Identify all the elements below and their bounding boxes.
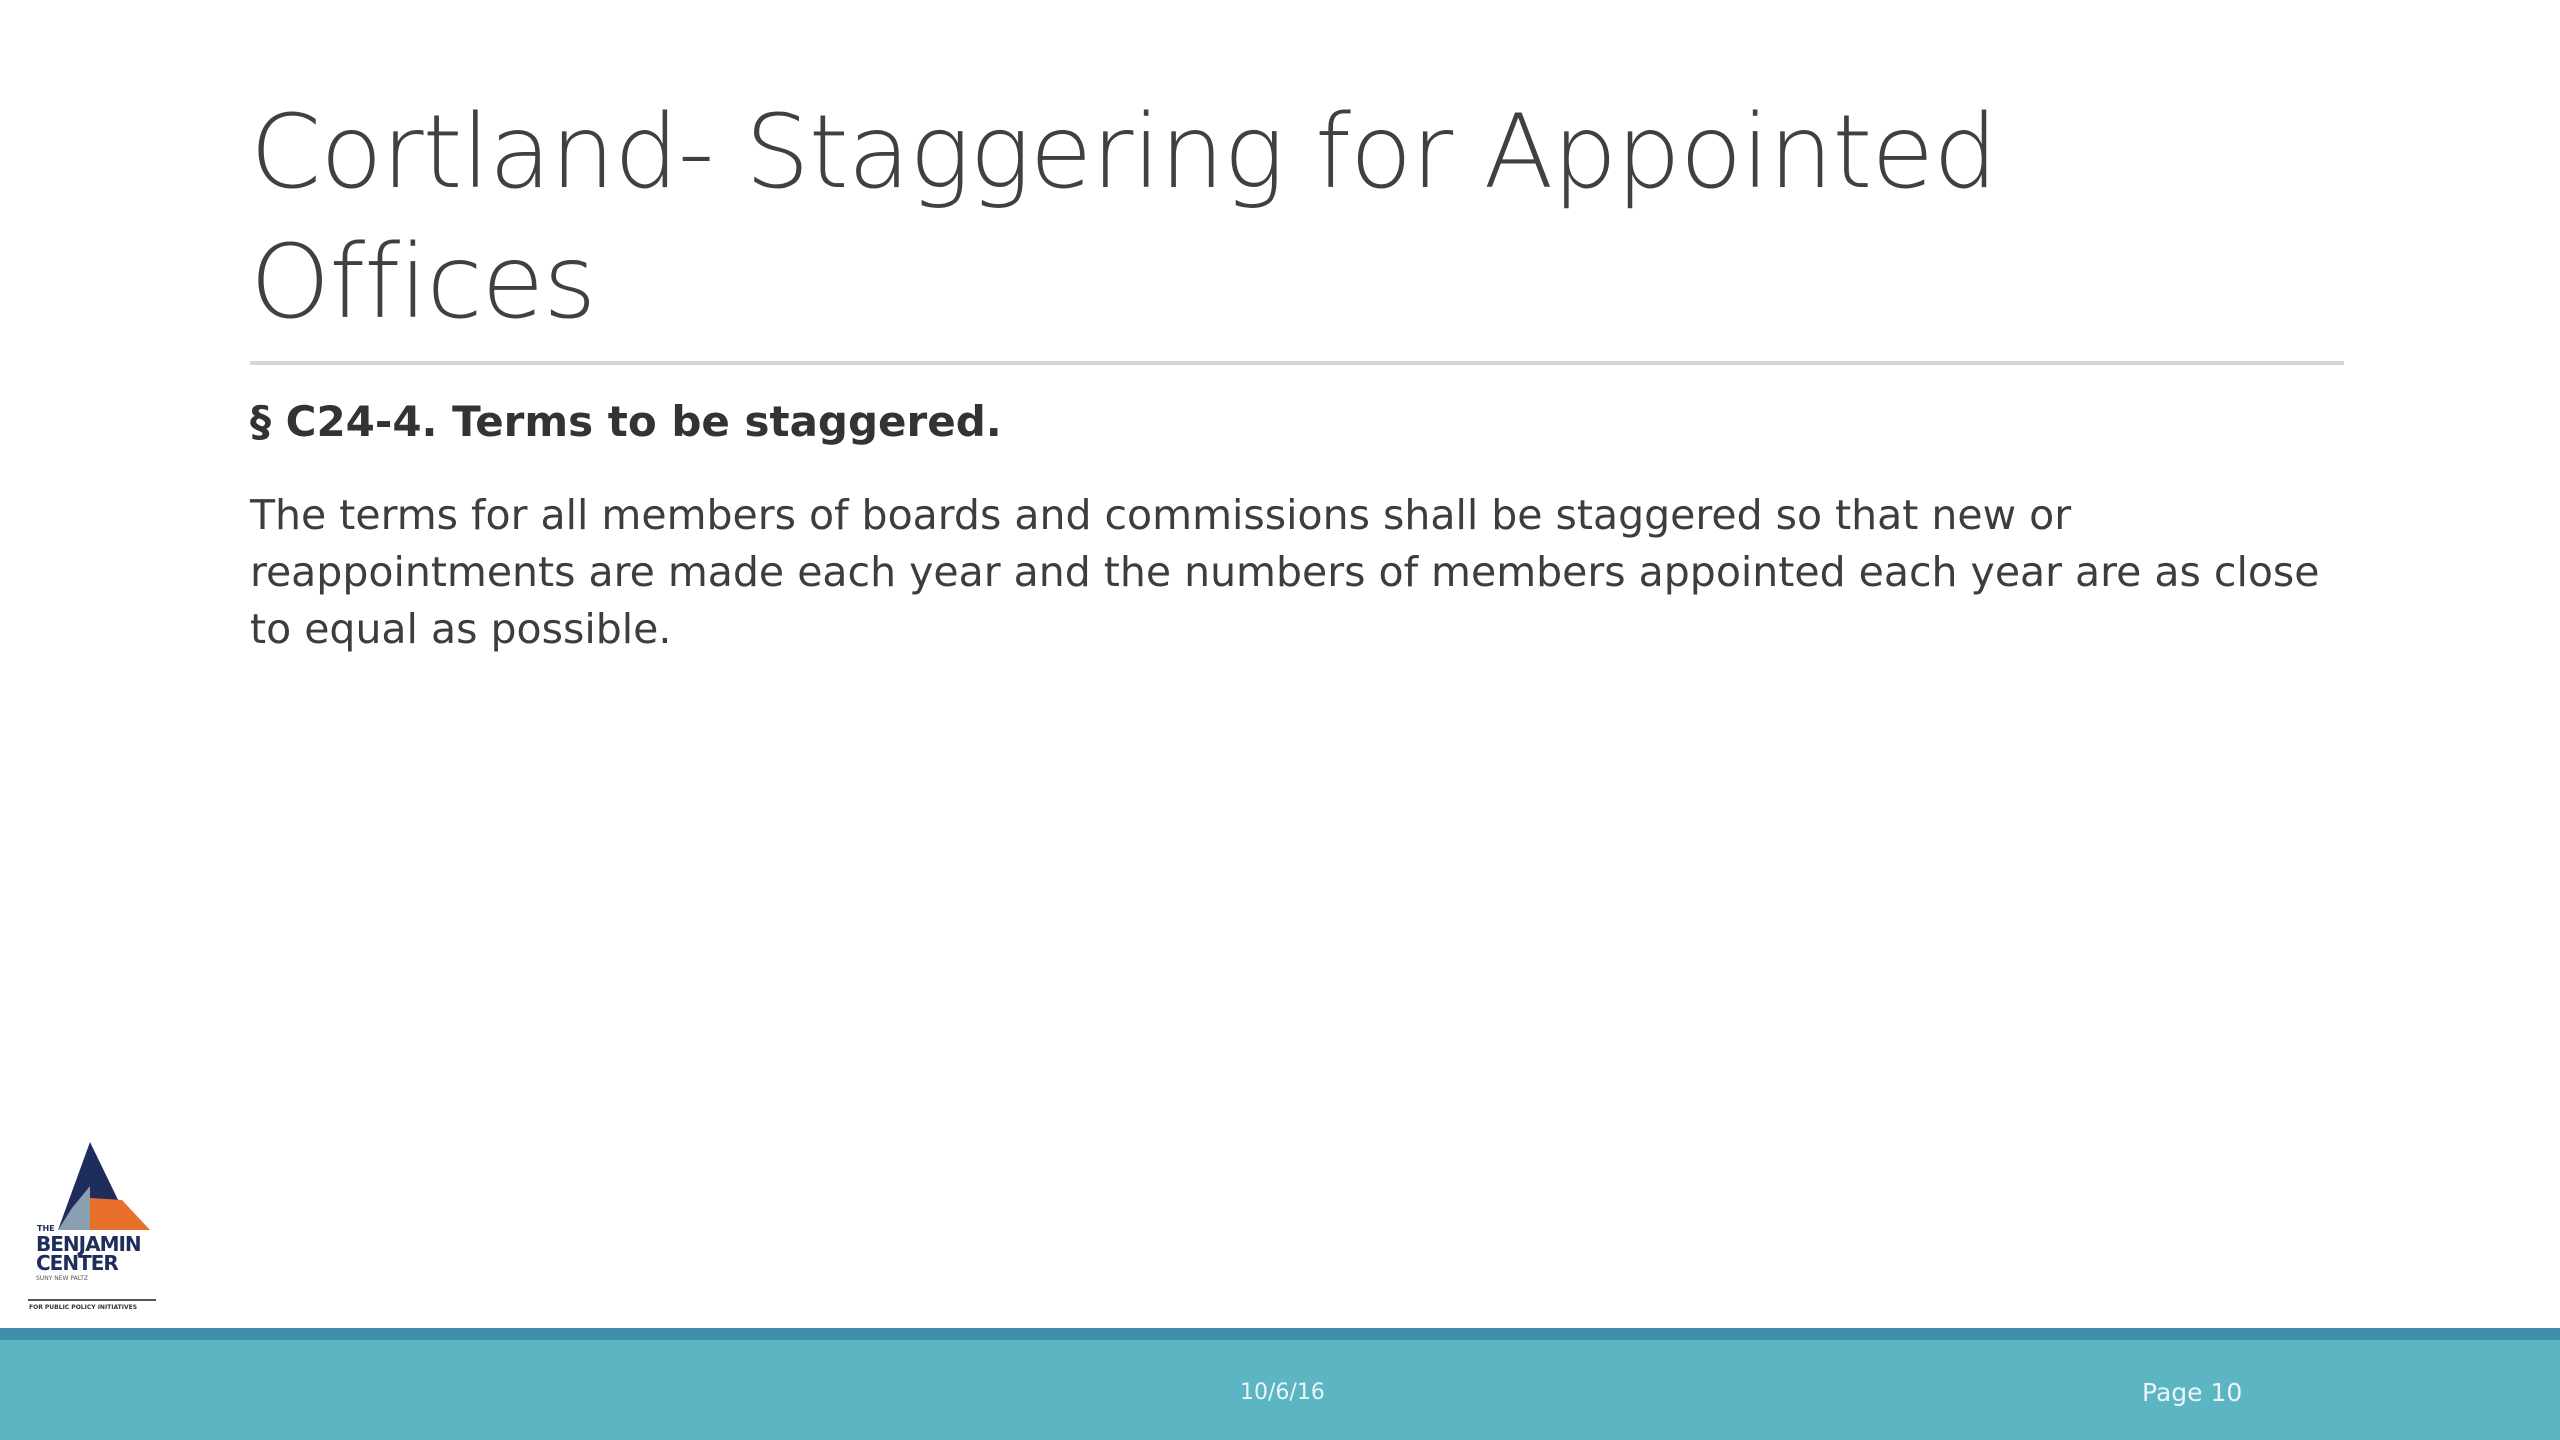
logo-tagline: FOR PUBLIC POLICY INITIATIVES — [29, 1304, 138, 1311]
footer-page-number: Page 10 — [2142, 1378, 2243, 1407]
logo-name-line1: BENJAMIN — [36, 1232, 141, 1256]
section-heading: § C24-4. Terms to be staggered. — [250, 397, 1002, 446]
footer-date: 10/6/16 — [1240, 1380, 1325, 1405]
body-text: The terms for all members of boards and commissions shall be staggered so that new or reappointments are made each year and the numbers of members appointed each year are as close to equal as possible. — [250, 491, 2320, 653]
logo-prefix: THE — [37, 1224, 55, 1233]
footer-stripe — [0, 1328, 2560, 1340]
logo-subline: SUNY NEW PALTZ — [36, 1275, 89, 1282]
slide-title: Cortland- Staggering for Appointed Offices — [250, 93, 1997, 342]
benjamin-center-logo — [28, 1138, 162, 1318]
logo-name-line2: CENTER — [36, 1251, 118, 1275]
title-divider — [250, 361, 2344, 365]
